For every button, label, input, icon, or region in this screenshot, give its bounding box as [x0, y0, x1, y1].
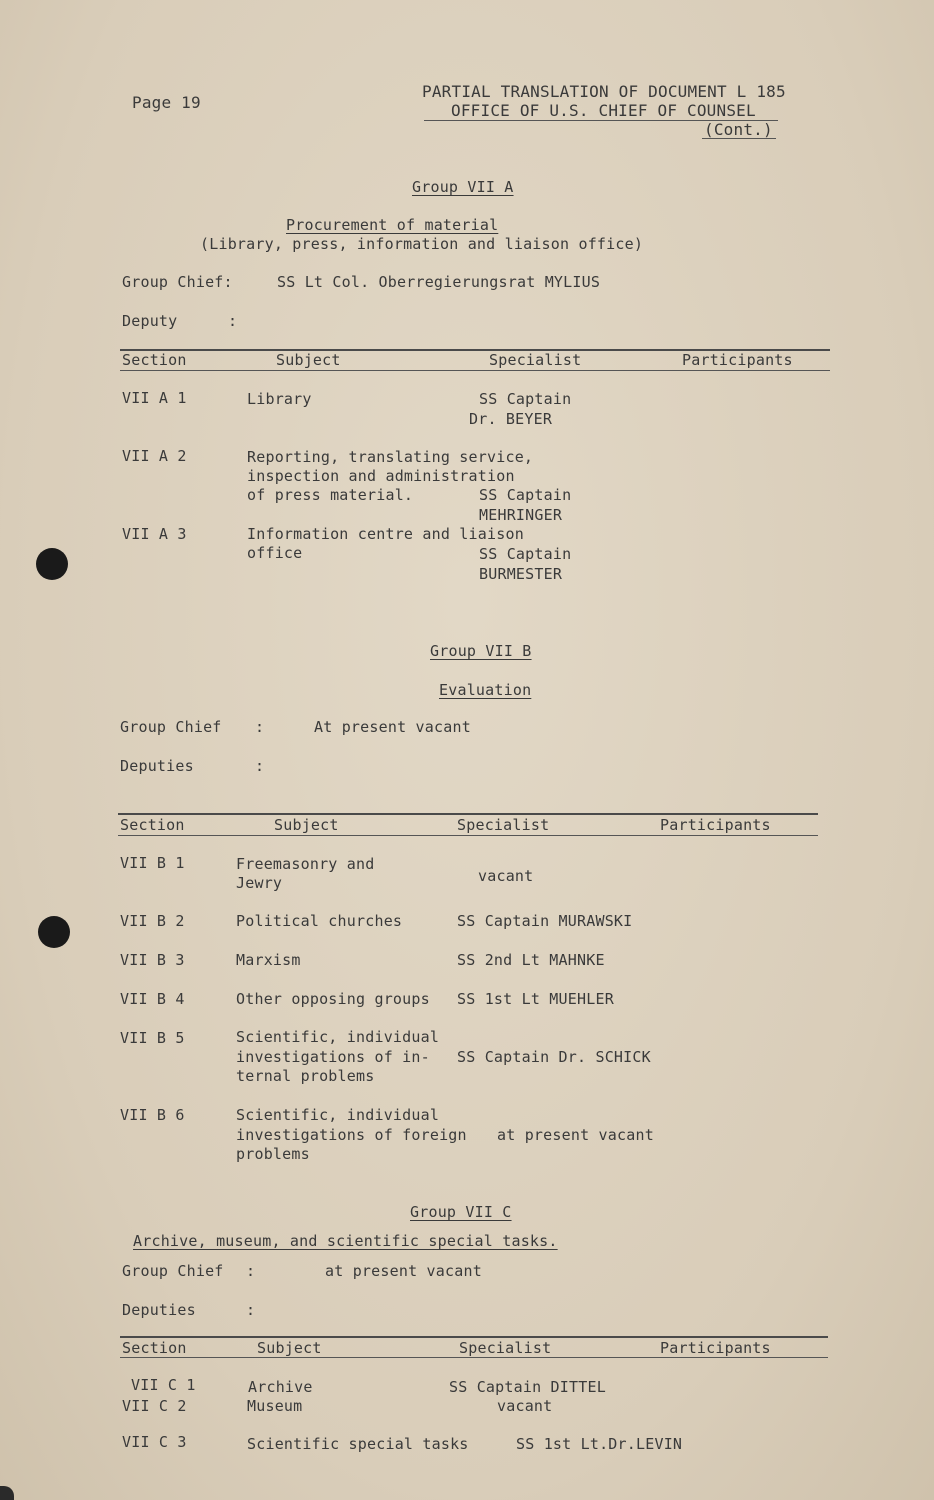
column-header-specialist: Specialist	[489, 351, 582, 369]
deputies-colon: :	[246, 1301, 256, 1319]
row-subject: Scientific, individual	[236, 1106, 440, 1124]
column-header-participants: Participants	[660, 816, 771, 834]
row-subject: Information centre and liaison	[247, 525, 524, 543]
header-rule	[702, 138, 776, 139]
punch-hole	[36, 548, 68, 580]
row-subject: Archive	[248, 1378, 313, 1396]
group-chief-value: SS Lt Col. Oberregierungsrat MYLIUS	[277, 273, 601, 291]
continued-label: (Cont.)	[704, 120, 773, 139]
group-subtitle: Evaluation	[439, 681, 532, 699]
row-section: VII B 6	[120, 1106, 185, 1124]
row-specialist: SS Captain Dr. SCHICK	[457, 1048, 651, 1066]
row-subject: Jewry	[236, 874, 283, 892]
punch-hole	[38, 916, 70, 948]
row-subject: Other opposing groups	[236, 990, 430, 1008]
row-section: VII B 3	[120, 951, 185, 969]
group-title: Group VII C	[410, 1203, 512, 1221]
group-title: Group VII A	[412, 178, 514, 196]
group-chief-colon: :	[246, 1262, 256, 1280]
row-subject: investigations of in-	[236, 1048, 430, 1066]
row-specialist: SS 1st Lt.Dr.LEVIN	[516, 1435, 683, 1453]
group-subtitle: Procurement of material	[286, 216, 499, 234]
deputy-colon: :	[228, 312, 238, 330]
row-specialist: BURMESTER	[479, 565, 563, 583]
row-specialist: SS Captain MURAWSKI	[457, 912, 633, 930]
row-subject: inspection and administration	[247, 467, 515, 485]
column-header-specialist: Specialist	[457, 816, 550, 834]
group-chief-colon: :	[255, 718, 265, 736]
group-chief-label: Group Chief:	[122, 273, 233, 291]
row-subject: investigations of foreign	[236, 1126, 467, 1144]
column-header-participants: Participants	[682, 351, 793, 369]
row-specialist: Dr. BEYER	[469, 410, 553, 428]
column-header-subject: Subject	[257, 1339, 322, 1357]
row-specialist: SS Captain	[479, 390, 572, 408]
row-specialist: SS Captain	[479, 486, 572, 504]
row-subject: Museum	[247, 1397, 303, 1415]
group-description: (Library, press, information and liaison office)	[200, 235, 644, 253]
row-section: VII B 5	[120, 1029, 185, 1047]
row-specialist: vacant	[497, 1397, 553, 1415]
column-header-section: Section	[120, 816, 185, 834]
column-header-participants: Participants	[660, 1339, 771, 1357]
row-subject: ternal problems	[236, 1067, 375, 1085]
row-subject: Marxism	[236, 951, 301, 969]
row-subject: Political churches	[236, 912, 403, 930]
deputy-label: Deputy	[122, 312, 178, 330]
row-subject: of press material.	[247, 486, 414, 504]
row-section: VII A 3	[122, 525, 187, 543]
row-specialist: MEHRINGER	[479, 506, 563, 524]
row-subject: Library	[247, 390, 312, 408]
row-section: VII C 2	[122, 1397, 187, 1415]
page-number: Page 19	[132, 93, 201, 112]
row-subject: problems	[236, 1145, 310, 1163]
column-header-specialist: Specialist	[459, 1339, 552, 1357]
row-section: VII A 1	[122, 389, 187, 407]
group-chief-value: at present vacant	[325, 1262, 482, 1280]
row-section: VII A 2	[122, 447, 187, 465]
group-chief-label: Group Chief	[120, 718, 222, 736]
deputies-colon: :	[255, 757, 265, 775]
column-header-subject: Subject	[276, 351, 341, 369]
page-corner	[0, 1486, 14, 1500]
row-subject: Scientific, individual	[236, 1028, 440, 1046]
group-chief-label: Group Chief	[122, 1262, 224, 1280]
group-title: Group VII B	[430, 642, 532, 660]
row-section: VII C 3	[122, 1433, 187, 1451]
row-section: VII B 1	[120, 854, 185, 872]
row-subject: Freemasonry and	[236, 855, 375, 873]
deputies-label: Deputies	[120, 757, 194, 775]
row-subject: Scientific special tasks	[247, 1435, 469, 1453]
column-header-section: Section	[122, 1339, 187, 1357]
row-specialist: vacant	[478, 867, 534, 885]
deputies-label: Deputies	[122, 1301, 196, 1319]
document-title: PARTIAL TRANSLATION OF DOCUMENT L 185	[422, 82, 786, 101]
row-specialist: SS Captain DITTEL	[449, 1378, 606, 1396]
table-rule	[118, 835, 818, 836]
row-specialist: SS 1st Lt MUEHLER	[457, 990, 614, 1008]
row-specialist: at present vacant	[497, 1126, 654, 1144]
table-rule	[120, 370, 830, 371]
row-subject: Reporting, translating service,	[247, 448, 534, 466]
group-subtitle: Archive, museum, and scientific special tasks.	[133, 1232, 558, 1250]
table-rule	[120, 1336, 828, 1338]
document-subtitle: OFFICE OF U.S. CHIEF OF COUNSEL	[451, 101, 756, 120]
column-header-subject: Subject	[274, 816, 339, 834]
group-chief-value: At present vacant	[314, 718, 471, 736]
row-section: VII B 4	[120, 990, 185, 1008]
table-rule	[118, 813, 818, 815]
row-specialist: SS 2nd Lt MAHNKE	[457, 951, 605, 969]
row-section: VII B 2	[120, 912, 185, 930]
row-section: VII C 1	[131, 1376, 196, 1394]
row-subject: office	[247, 544, 303, 562]
row-specialist: SS Captain	[479, 545, 572, 563]
table-rule	[120, 1357, 828, 1358]
column-header-section: Section	[122, 351, 187, 369]
